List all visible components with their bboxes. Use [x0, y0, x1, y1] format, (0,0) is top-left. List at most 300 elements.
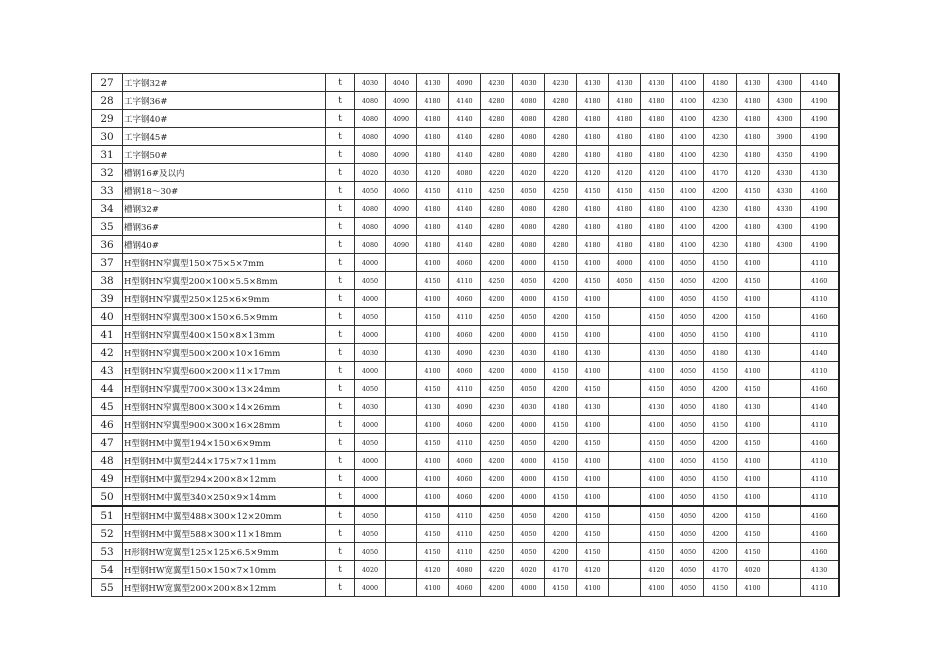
price-cell: 4180	[577, 236, 609, 254]
price-cell: 4000	[513, 488, 545, 507]
price-cell: 4180	[641, 236, 673, 254]
price-cell	[609, 434, 641, 452]
row-number-cell: 33	[92, 182, 123, 200]
table-row	[92, 326, 839, 344]
row-number-cell: 27	[92, 74, 123, 92]
price-cell: 4100	[737, 452, 769, 470]
price-cell: 4150	[417, 525, 449, 543]
unit-cell: t	[326, 452, 355, 470]
unit-cell: t	[326, 380, 355, 398]
material-name-cell: H型钢HM中翼型488×300×12×20mm	[123, 506, 326, 525]
price-cell: 4050	[673, 326, 704, 344]
material-name-cell: H型钢HN窄翼型300×150×6.5×9mm	[123, 308, 326, 326]
price-cell: 3900	[769, 128, 801, 146]
price-cell: 4220	[481, 561, 513, 579]
unit-cell: t	[326, 543, 355, 561]
price-cell: 4110	[801, 452, 839, 470]
row-number-cell: 43	[92, 362, 123, 380]
table-row	[92, 272, 839, 290]
row-number-cell: 34	[92, 200, 123, 218]
row-number-cell: 48	[92, 452, 123, 470]
price-cell: 4280	[481, 110, 513, 128]
price-cell: 4050	[513, 182, 545, 200]
price-cell	[609, 525, 641, 543]
material-name-cell: 工字钢40#	[123, 110, 326, 128]
price-cell: 4150	[641, 506, 673, 525]
price-cell: 4250	[481, 525, 513, 543]
price-cell: 4150	[417, 434, 449, 452]
price-cell: 4000	[513, 470, 545, 488]
price-cell: 4180	[417, 218, 449, 236]
table-row	[92, 110, 839, 128]
price-cell: 4200	[545, 434, 577, 452]
price-cell: 4200	[545, 272, 577, 290]
material-name-cell: H型钢HM中翼型340×250×9×14mm	[123, 488, 326, 507]
price-cell: 4120	[641, 561, 673, 579]
price-cell: 4100	[673, 128, 704, 146]
price-cell: 4150	[417, 182, 449, 200]
price-cell	[769, 416, 801, 434]
price-cell: 4020	[737, 561, 769, 579]
price-cell: 4080	[513, 200, 545, 218]
unit-cell: t	[326, 416, 355, 434]
price-cell: 4150	[417, 380, 449, 398]
price-cell: 4050	[513, 434, 545, 452]
price-cell: 4200	[481, 362, 513, 380]
price-cell	[769, 254, 801, 272]
price-cell: 4140	[801, 398, 839, 416]
price-cell: 4030	[386, 164, 417, 182]
price-cell: 4200	[481, 416, 513, 434]
price-cell	[386, 561, 417, 579]
price-cell: 4300	[769, 92, 801, 110]
price-cell: 4130	[577, 398, 609, 416]
price-cell: 4000	[355, 452, 386, 470]
price-cell: 4110	[801, 362, 839, 380]
price-cell: 4160	[801, 506, 839, 525]
price-cell: 4090	[386, 110, 417, 128]
price-cell: 4110	[449, 525, 481, 543]
unit-cell: t	[326, 398, 355, 416]
price-cell: 4080	[355, 200, 386, 218]
price-cell: 4080	[513, 236, 545, 254]
price-cell: 4100	[673, 236, 704, 254]
row-number-cell: 38	[92, 272, 123, 290]
price-cell: 4110	[449, 272, 481, 290]
table-row	[92, 254, 839, 272]
price-cell: 4140	[449, 146, 481, 164]
price-cell: 4100	[641, 326, 673, 344]
price-cell	[609, 326, 641, 344]
price-cell: 4130	[609, 74, 641, 92]
price-cell: 4160	[801, 182, 839, 200]
price-cell: 4200	[481, 452, 513, 470]
price-cell	[386, 416, 417, 434]
price-cell: 4090	[449, 344, 481, 362]
price-cell: 4050	[673, 434, 704, 452]
price-cell: 4100	[577, 470, 609, 488]
material-name-cell: 槽钢16#及以内	[123, 164, 326, 182]
price-cell: 4050	[673, 525, 704, 543]
price-cell: 4280	[481, 200, 513, 218]
price-cell: 4100	[737, 470, 769, 488]
price-cell: 4230	[704, 128, 737, 146]
row-number-cell: 53	[92, 543, 123, 561]
price-cell: 4120	[609, 164, 641, 182]
price-cell: 4150	[545, 362, 577, 380]
price-cell: 4100	[737, 254, 769, 272]
price-cell: 4150	[737, 506, 769, 525]
price-cell: 4100	[673, 200, 704, 218]
price-cell: 4180	[609, 236, 641, 254]
material-name-cell: H型钢HN窄翼型200×100×5.5×8mm	[123, 272, 326, 290]
table-row	[92, 344, 839, 362]
price-cell: 4110	[801, 579, 839, 597]
price-cell	[386, 326, 417, 344]
price-cell: 4150	[641, 272, 673, 290]
price-cell: 4180	[609, 92, 641, 110]
price-cell: 4100	[673, 74, 704, 92]
row-number-cell: 35	[92, 218, 123, 236]
price-cell: 4130	[801, 164, 839, 182]
price-cell: 4100	[641, 290, 673, 308]
price-cell	[769, 326, 801, 344]
price-cell: 4180	[641, 92, 673, 110]
price-cell: 4130	[801, 561, 839, 579]
price-cell: 4050	[355, 308, 386, 326]
price-cell: 4160	[801, 308, 839, 326]
price-cell: 4050	[673, 380, 704, 398]
material-name-cell: H型钢HN窄翼型600×200×11×17mm	[123, 362, 326, 380]
price-cell: 4180	[577, 200, 609, 218]
price-cell: 4180	[609, 128, 641, 146]
price-cell: 4000	[355, 488, 386, 507]
material-name-cell: 槽钢36#	[123, 218, 326, 236]
price-cell: 4110	[801, 254, 839, 272]
price-cell: 4000	[355, 326, 386, 344]
unit-cell: t	[326, 182, 355, 200]
material-name-cell: 槽钢18～30#	[123, 182, 326, 200]
price-cell: 4150	[545, 254, 577, 272]
row-number-cell: 52	[92, 525, 123, 543]
price-cell: 4120	[417, 164, 449, 182]
price-cell: 4150	[737, 272, 769, 290]
price-cell: 4280	[545, 200, 577, 218]
price-cell: 4280	[545, 110, 577, 128]
price-cell: 4200	[545, 506, 577, 525]
price-cell: 4150	[577, 380, 609, 398]
price-cell: 4050	[673, 561, 704, 579]
price-cell: 4110	[801, 290, 839, 308]
price-cell: 4150	[417, 308, 449, 326]
price-cell: 4090	[449, 74, 481, 92]
price-cell: 4180	[737, 146, 769, 164]
price-cell	[386, 579, 417, 597]
price-cell: 4060	[449, 452, 481, 470]
price-cell: 4100	[577, 452, 609, 470]
price-cell	[609, 488, 641, 507]
row-number-cell: 54	[92, 561, 123, 579]
price-cell: 4050	[673, 290, 704, 308]
price-cell: 4130	[417, 398, 449, 416]
row-number-cell: 45	[92, 398, 123, 416]
price-cell: 4130	[737, 74, 769, 92]
price-cell: 4110	[801, 470, 839, 488]
price-cell	[609, 398, 641, 416]
price-cell: 4150	[545, 470, 577, 488]
price-cell: 4020	[513, 561, 545, 579]
unit-cell: t	[326, 470, 355, 488]
price-cell: 4080	[513, 110, 545, 128]
price-cell: 4180	[609, 110, 641, 128]
price-cell: 4200	[704, 272, 737, 290]
row-number-cell: 44	[92, 380, 123, 398]
material-name-cell: H型钢HN窄翼型800×300×14×26mm	[123, 398, 326, 416]
price-cell: 4140	[449, 128, 481, 146]
price-cell: 4330	[769, 164, 801, 182]
price-cell: 4190	[801, 200, 839, 218]
price-cell: 4150	[417, 543, 449, 561]
unit-cell: t	[326, 525, 355, 543]
price-cell: 4110	[449, 380, 481, 398]
price-cell: 4050	[673, 543, 704, 561]
price-cell: 4280	[545, 146, 577, 164]
material-name-cell: H型钢HW宽翼型200×200×8×12mm	[123, 579, 326, 597]
price-cell: 4150	[737, 182, 769, 200]
price-cell: 4050	[513, 525, 545, 543]
price-cell: 4050	[673, 344, 704, 362]
table-row	[92, 506, 839, 525]
price-cell: 4100	[673, 92, 704, 110]
price-cell: 4090	[386, 218, 417, 236]
price-cell: 4200	[545, 543, 577, 561]
price-cell: 4180	[641, 110, 673, 128]
price-cell: 4200	[704, 506, 737, 525]
row-number-cell: 49	[92, 470, 123, 488]
price-cell: 4250	[481, 308, 513, 326]
price-cell: 4100	[577, 362, 609, 380]
price-cell: 4180	[737, 128, 769, 146]
price-cell: 4090	[386, 146, 417, 164]
row-number-cell: 55	[92, 579, 123, 597]
price-cell	[769, 380, 801, 398]
price-cell: 4230	[545, 74, 577, 92]
price-cell: 4100	[641, 470, 673, 488]
price-cell: 4180	[641, 128, 673, 146]
price-cell: 4150	[704, 579, 737, 597]
price-cell: 4190	[801, 92, 839, 110]
material-name-cell: H型钢HM中翼型194×150×6×9mm	[123, 434, 326, 452]
price-cell: 4050	[355, 272, 386, 290]
price-cell: 4110	[801, 488, 839, 507]
price-cell: 4000	[355, 416, 386, 434]
price-cell: 4230	[704, 110, 737, 128]
price-cell: 4050	[673, 470, 704, 488]
material-name-cell: H型钢HN窄翼型250×125×6×9mm	[123, 290, 326, 308]
price-cell: 4030	[513, 344, 545, 362]
price-cell: 4080	[355, 110, 386, 128]
price-cell: 4060	[449, 579, 481, 597]
price-cell: 4180	[545, 398, 577, 416]
price-cell: 4050	[673, 272, 704, 290]
price-cell: 4150	[545, 290, 577, 308]
price-cell: 4020	[355, 164, 386, 182]
price-cell: 4080	[513, 146, 545, 164]
price-cell: 4050	[673, 506, 704, 525]
price-cell: 4100	[577, 254, 609, 272]
price-cell: 4150	[704, 326, 737, 344]
material-name-cell: H型钢HN窄翼型400×150×8×13mm	[123, 326, 326, 344]
price-cell: 4110	[449, 182, 481, 200]
price-cell: 4000	[355, 362, 386, 380]
price-cell	[386, 380, 417, 398]
price-cell: 4000	[355, 290, 386, 308]
price-cell	[609, 579, 641, 597]
price-cell: 4110	[449, 506, 481, 525]
row-number-cell: 51	[92, 506, 123, 525]
price-cell: 4050	[673, 488, 704, 507]
price-cell: 4150	[704, 452, 737, 470]
price-cell: 4090	[386, 236, 417, 254]
price-cell: 4180	[737, 110, 769, 128]
price-cell	[386, 290, 417, 308]
price-cell	[769, 398, 801, 416]
table-row	[92, 398, 839, 416]
price-cell: 4200	[704, 380, 737, 398]
price-cell: 4250	[481, 506, 513, 525]
price-cell: 4050	[673, 362, 704, 380]
price-cell: 4100	[577, 416, 609, 434]
price-cell: 4140	[801, 74, 839, 92]
row-number-cell: 31	[92, 146, 123, 164]
unit-cell: t	[326, 146, 355, 164]
price-cell: 4080	[513, 92, 545, 110]
price-cell: 4110	[801, 326, 839, 344]
price-cell: 4030	[513, 398, 545, 416]
price-cell: 4180	[737, 218, 769, 236]
price-cell	[609, 290, 641, 308]
table-row	[92, 74, 839, 92]
row-number-cell: 32	[92, 164, 123, 182]
price-cell: 4140	[449, 236, 481, 254]
price-cell: 4050	[513, 506, 545, 525]
price-cell: 4120	[737, 164, 769, 182]
price-cell: 4200	[481, 488, 513, 507]
row-number-cell: 29	[92, 110, 123, 128]
price-cell: 4150	[737, 308, 769, 326]
price-cell: 4230	[704, 200, 737, 218]
price-cell: 4150	[704, 254, 737, 272]
price-cell: 4030	[513, 74, 545, 92]
unit-cell: t	[326, 200, 355, 218]
table-row	[92, 218, 839, 236]
price-cell: 4120	[577, 164, 609, 182]
price-cell: 4030	[355, 398, 386, 416]
price-cell: 4120	[641, 164, 673, 182]
table-row	[92, 543, 839, 561]
price-cell: 4280	[481, 92, 513, 110]
price-cell: 4050	[355, 380, 386, 398]
table-row	[92, 434, 839, 452]
material-name-cell: H形钢HW宽翼型125×125×6.5×9mm	[123, 543, 326, 561]
price-cell: 4060	[449, 416, 481, 434]
price-cell: 4020	[513, 164, 545, 182]
price-cell: 4180	[577, 218, 609, 236]
price-cell: 4280	[545, 128, 577, 146]
price-cell: 4190	[801, 128, 839, 146]
material-name-cell: H型钢HM中翼型244×175×7×11mm	[123, 452, 326, 470]
price-cell: 4230	[704, 92, 737, 110]
price-cell: 4230	[481, 74, 513, 92]
price-cell: 4100	[673, 182, 704, 200]
row-number-cell: 50	[92, 488, 123, 507]
price-cell: 4050	[673, 416, 704, 434]
material-name-cell: H型钢HM中翼型588×300×11×18mm	[123, 525, 326, 543]
price-cell: 4050	[355, 182, 386, 200]
price-cell: 4000	[513, 579, 545, 597]
price-cell: 4150	[609, 182, 641, 200]
table-row	[92, 488, 839, 507]
price-cell: 4150	[577, 525, 609, 543]
price-cell	[386, 543, 417, 561]
unit-cell: t	[326, 579, 355, 597]
price-cell: 4120	[577, 561, 609, 579]
unit-cell: t	[326, 488, 355, 507]
price-cell: 4140	[449, 110, 481, 128]
unit-cell: t	[326, 254, 355, 272]
price-cell: 4090	[386, 92, 417, 110]
price-cell: 4050	[673, 398, 704, 416]
price-cell: 4180	[641, 200, 673, 218]
price-cell: 4170	[704, 561, 737, 579]
price-cell: 4100	[417, 362, 449, 380]
price-cell: 4150	[417, 272, 449, 290]
price-cell: 4150	[641, 380, 673, 398]
price-cell: 4100	[673, 110, 704, 128]
material-name-cell: H型钢HW宽翼型150×150×7×10mm	[123, 561, 326, 579]
price-cell	[609, 380, 641, 398]
price-cell: 4180	[704, 344, 737, 362]
price-cell: 4180	[417, 200, 449, 218]
price-cell: 4100	[737, 326, 769, 344]
table-row	[92, 164, 839, 182]
price-cell: 4200	[481, 470, 513, 488]
price-cell: 4100	[417, 290, 449, 308]
price-cell	[609, 344, 641, 362]
price-cell	[769, 434, 801, 452]
price-cell: 4050	[609, 272, 641, 290]
row-number-cell: 47	[92, 434, 123, 452]
price-cell: 4050	[673, 452, 704, 470]
price-cell: 4100	[417, 254, 449, 272]
material-name-cell: 工字钢36#	[123, 92, 326, 110]
price-cell: 4130	[641, 74, 673, 92]
price-cell: 4150	[641, 308, 673, 326]
price-cell: 4150	[577, 308, 609, 326]
price-cell: 4150	[545, 488, 577, 507]
price-cell: 4170	[545, 561, 577, 579]
price-cell	[609, 308, 641, 326]
price-cell: 4150	[545, 326, 577, 344]
price-cell: 4280	[481, 218, 513, 236]
price-cell: 4100	[641, 254, 673, 272]
price-cell: 4100	[417, 488, 449, 507]
price-cell: 4200	[704, 308, 737, 326]
unit-cell: t	[326, 218, 355, 236]
price-cell	[609, 561, 641, 579]
price-cell: 4080	[355, 128, 386, 146]
price-cell: 4200	[545, 308, 577, 326]
